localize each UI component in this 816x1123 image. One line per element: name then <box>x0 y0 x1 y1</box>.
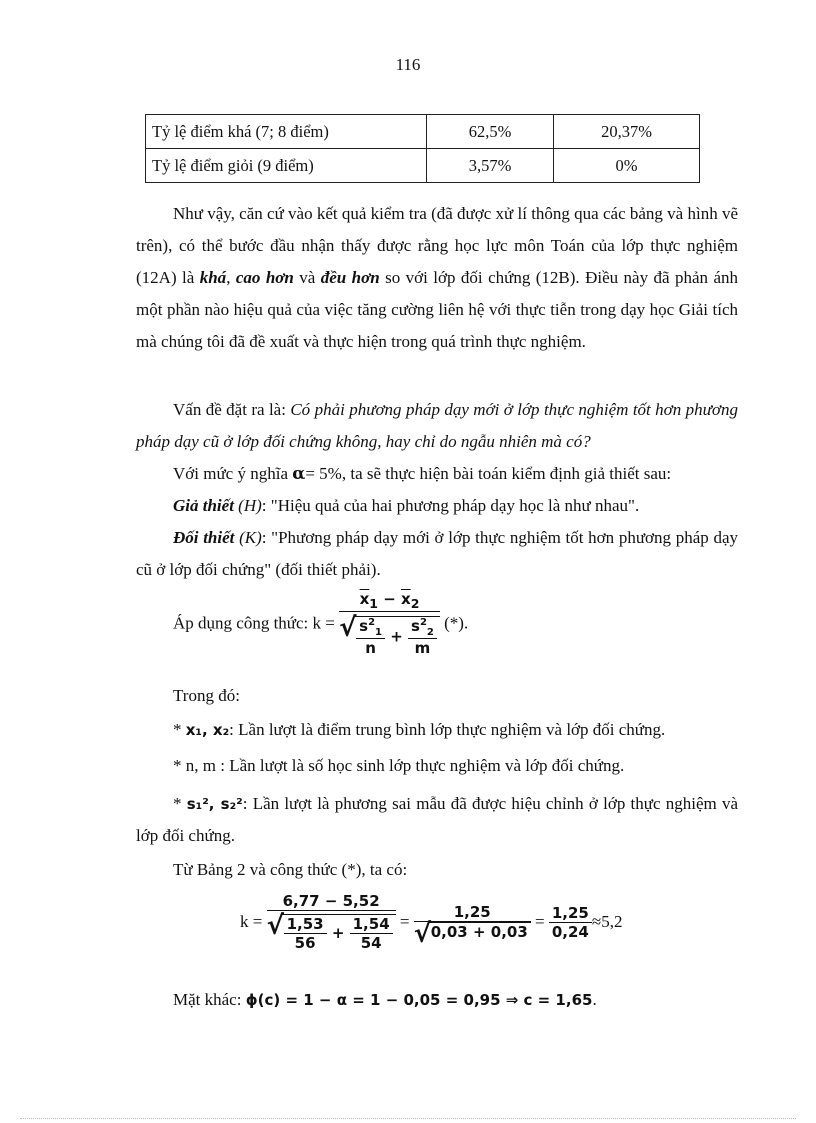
minus-sign: − <box>378 590 402 608</box>
table-cell-label: Tỷ lệ điểm khá (7; 8 điểm) <box>146 115 427 149</box>
text-run: = 5%, ta sẽ thực hiện bài toán kiểm định giả thiết sau: <box>305 464 672 483</box>
calc-k: k = <box>240 912 267 931</box>
calc-denominator-3: 0,24 <box>551 922 589 941</box>
definition-text: : Lần lượt là điểm trung bình lớp thực nghiệm và lớp đối chứng. <box>229 720 666 739</box>
x-bar-symbols: x₁, x₂ <box>185 721 230 739</box>
alternative-line <box>136 522 738 586</box>
emphasis-cao-hon: cao hơn <box>235 268 294 287</box>
table-cell-control: 20,37% <box>554 115 700 149</box>
sqrt-sign: √ $\frac{s^2_1}{n}$ + $\frac{s^2_2}{m}$ <box>353 616 440 657</box>
calc-denominator-1 <box>281 914 396 952</box>
table-cell-label: Tỷ lệ điểm giỏi (9 điểm) <box>146 149 427 183</box>
calc-numerator-1: 6,77 − 5,52 <box>267 892 396 911</box>
val-54: 54 <box>360 934 382 952</box>
nm-symbols: n, m <box>185 756 221 775</box>
formula-prefix: Áp dụng công thức: k = <box>173 613 340 633</box>
table-cell-control: 0% <box>554 149 700 183</box>
bullet-star: * <box>173 756 186 775</box>
bullet-star: * <box>173 720 186 739</box>
sqrt-sign: √ $\frac{1,53}{56}$ + $\frac{1,54}{54}$ <box>281 914 396 952</box>
calc-denominator-2 <box>428 922 531 941</box>
text-run: và <box>293 268 321 287</box>
definition-variance <box>136 788 738 852</box>
from-table-line: Từ Bảng 2 và công thức (*), ta có: <box>173 860 408 879</box>
page-number: 116 <box>395 55 421 74</box>
formula-numerator <box>339 590 440 612</box>
hypothesis-label: Giả thiết <box>173 496 234 515</box>
question-italic: Có phải phương pháp dạy mới ở lớp thực nghiệm tốt hơn phương pháp dạy cũ ở lớp đối chứng không, hay chỉ do ngẫu nhiên mà có? <box>136 400 738 451</box>
calculation-line <box>240 892 740 952</box>
score-table <box>145 114 700 183</box>
variance-symbols: s₁², s₂² <box>186 795 243 813</box>
emphasis-deu-hon: đều hơn <box>320 268 380 287</box>
definition-nm <box>136 750 738 782</box>
phi-expression: ϕ(c) = 1 − α = 1 − 0,05 = 0,95 ⇒ c = 1,65 <box>245 991 593 1009</box>
alternative-text: : "Phương pháp dạy mới ở lớp thực nghiệm tốt hơn phương pháp dạy cũ ở lớp đối chứng" (đối thiết phải). <box>136 528 739 579</box>
hypothesis-line <box>136 490 738 522</box>
formula-denominator <box>353 616 440 657</box>
s2-symbol: s <box>411 617 420 635</box>
table-row <box>146 149 700 183</box>
paragraph-conclusion <box>136 198 738 358</box>
text-run: Như vậy, căn cứ vào kết quả kiểm tra (đã được xử lí thông qua các bảng và hình vẽ trên), có thể bước đầu nhận thấy được rằng học lực môn Toán của lớp thực nghiệm (12A) là <box>136 204 738 287</box>
equals-sign: = <box>395 912 414 931</box>
definition-text: : Lần lượt là số học sinh lớp thực nghiệm và lớp đối chứng. <box>220 756 625 775</box>
formula-line <box>173 590 733 657</box>
calc-fraction-3 <box>549 904 592 941</box>
page-bottom-border <box>20 1118 796 1119</box>
s1-over-n <box>356 617 385 657</box>
formula-fraction <box>339 590 440 657</box>
other-line <box>173 984 733 1016</box>
definition-text: : Lần lượt là phương sai mẫu đã được hiệu chỉnh ở lớp thực nghiệm và lớp đối chứng. <box>136 794 738 845</box>
where-label: Trong đó: <box>173 686 240 705</box>
paragraph-question <box>136 394 738 458</box>
m-symbol: m <box>414 639 431 657</box>
text-run: so với lớp đối chứng (12B). Điều này đã phản ánh một phần nào hiệu quả của việc tăng cường liên hệ với thực tiễn trong dạy học Giải tích mà chúng tôi đã đề xuất và thực hiện trong quá trình thực nghiệm. <box>136 268 738 351</box>
s2-over-m <box>408 617 437 657</box>
calc-numerator-2: 1,25 <box>414 903 531 922</box>
hypothesis-symbol: (H) <box>238 496 262 515</box>
s1-squared: √ $s^2_1$ <box>356 617 385 639</box>
n-symbol: n <box>365 639 376 657</box>
table-row <box>146 115 700 149</box>
period: . <box>592 990 597 1009</box>
x1-bar: $\overline{x}$ <box>359 590 370 608</box>
calc-numerator-3: 1,25 <box>549 904 592 923</box>
table-cell-experimental: 62,5% <box>427 115 554 149</box>
alternative-symbol: (K) <box>239 528 262 547</box>
val-56: 56 <box>294 934 316 952</box>
val-153: √ 1,53 <box>284 915 327 934</box>
x2-subscript: 2 <box>410 596 420 611</box>
definition-x <box>136 714 738 746</box>
hypothesis-text: : "Hiệu quả của hai phương pháp dạy học là như nhau". <box>261 496 640 515</box>
calc-fraction-1 <box>267 892 396 952</box>
alpha-symbol: α <box>292 464 306 484</box>
equals-sign: = <box>530 912 549 931</box>
text-run: Vấn đề đặt ra là: <box>173 400 291 419</box>
formula-suffix: (*). <box>439 613 469 633</box>
frac-153-56 <box>284 915 327 952</box>
text-run: Với mức ý nghĩa <box>173 464 293 483</box>
frac-154-54 <box>350 915 393 952</box>
other-prefix: Mặt khác: <box>173 990 246 1009</box>
val-154: 1,54 <box>350 915 393 934</box>
emphasis-kha: khá <box>199 268 227 287</box>
text-run: , <box>226 268 236 287</box>
sqrt-sign: √ 0,03 + 0,03 <box>428 922 531 941</box>
bullet-star: * <box>173 794 187 813</box>
x2-bar: $\overline{x}$ <box>401 590 411 608</box>
alternative-label: Đối thiết <box>173 528 235 547</box>
table-cell-experimental: 3,57% <box>427 149 554 183</box>
s2-squared: $s^2_2$ <box>408 617 437 639</box>
x1-subscript: 1 <box>369 596 378 611</box>
approx-result: ≈5,2 <box>591 912 623 931</box>
paragraph-significance <box>136 458 738 490</box>
s1-symbol: s <box>359 617 369 635</box>
calc-fraction-2 <box>414 903 531 941</box>
